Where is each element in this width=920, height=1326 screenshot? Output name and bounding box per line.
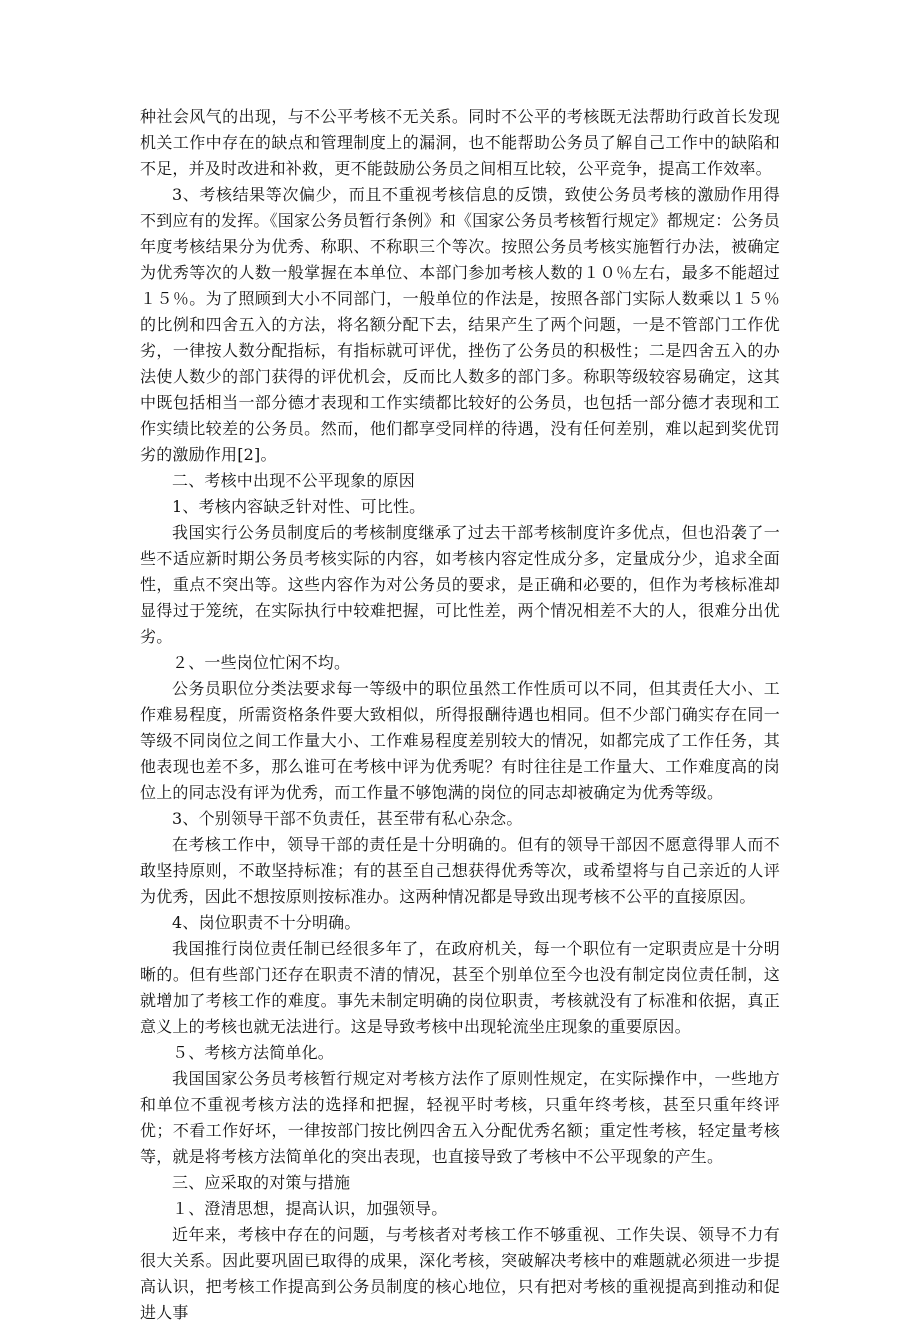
subheading-1: 1、考核内容缺乏针对性、可比性。 <box>172 497 426 516</box>
paragraph-recent-years: 近年来，考核中存在的问题，与考核者对考核工作不够重视、工作失误、领导不力有很大关系。因此要巩固已取得的成果，深化考核，突破解决考核中的难题就必须进一步提高认识，把考核工作提高到公务员制度的核心地位，只有把对考核的重视提高到推动和促进人事 <box>140 1225 780 1322</box>
section-heading-3: 三、应采取的对策与措施 <box>172 1173 351 1192</box>
subheading-3: 3、个别领导干部不负责任，甚至带有私心杂念。 <box>172 809 523 828</box>
subheading-5: ５、考核方法简单化。 <box>172 1043 335 1062</box>
subheading-countermeasure-1: １、澄清思想，提高认识，加强领导。 <box>172 1199 448 1218</box>
subheading-4: 4、岗位职责不十分明确。 <box>172 913 361 932</box>
paragraph-job-duties: 我国推行岗位责任制已经很多年了，在政府机关，每一个职位有一定职责应是十分明晰的。但有些部门还存在职责不清的情况，甚至个别单位至今也没有制定岗位责任制，这就增加了考核工作的难度。事先未制定明确的岗位职责，考核就没有了标准和依据，真正意义上的考核也就无法进行。这是导致考核中出现轮流坐庄现象的重要原因。 <box>140 939 780 1036</box>
section-heading-2: 二、考核中出现不公平现象的原因 <box>172 471 416 490</box>
paragraph-item-3: 3、考核结果等次偏少，而且不重视考核信息的反馈，致使公务员考核的激励作用得不到应有的发挥。《国家公务员暂行条例》和《国家公务员考核暂行规定》都规定：公务员年度考核结果分为优秀、称职、不称职三个等次。按照公务员考核实施暂行办法，被确定为优秀等次的人数一般掌握在本单位、本部门参加考核人数的１０％左右，最多不能超过１５％。为了照顾到大小不同部门，一般单位的作法是，按照各部门实际人数乘以１５％的比例和四舍五入的方法，将名额分配下去，结果产生了两个问题，一是不管部门工作优劣，一律按人数分配指标，有指标就可评优，挫伤了公务员的积极性；二是四舍五入的办法使人数少的部门获得的评优机会，反而比人数多的部门多。称职等级较容易确定，这其中既包括相当一部分德才表现和工作实绩都比较好的公务员，也包括一部分德才表现和工作实绩比较差的公务员。然而，他们都享受同样的待遇，没有任何差别，难以起到奖优罚劣的激励作用[2]。 <box>140 185 781 464</box>
paragraph-methods: 我国国家公务员考核暂行规定对考核方法作了原则性规定，在实际操作中，一些地方和单位不重视考核方法的选择和把握，轻视平时考核，只重年终考核，甚至只重年终评优；不看工作好坏，一律按部门按比例四舍五入分配优秀名额；重定性考核，轻定量考核等，就是将考核方法简单化的突出表现，也直接导致了考核中不公平现象的产生。 <box>140 1069 780 1166</box>
paragraph-continuation: 种社会风气的出现，与不公平考核不无关系。同时不公平的考核既无法帮助行政首长发现机关工作中存在的缺点和管理制度上的漏洞，也不能帮助公务员了解自己工作中的缺陷和不足，并及时改进和补救，更不能鼓励公务员之间相互比较，公平竞争，提高工作效率。 <box>140 107 780 178</box>
paragraph-leadership: 在考核工作中，领导干部的责任是十分明确的。但有的领导干部因不愿意得罪人而不敢坚持原则，不敢坚持标准；有的甚至自己想获得优秀等次，或希望将与自己亲近的人评为优秀，因此不想按原则按标准办。这两种情况都是导致出现考核不公平的直接原因。 <box>140 835 780 906</box>
paragraph-workload-uneven: 公务员职位分类法要求每一等级中的职位虽然工作性质可以不同，但其责任大小、工作难易程度，所需资格条件要大致相似，所得报酬待遇也相同。但不少部门确实存在同一等级不同岗位之间工作量大小、工作难易程度差别较大的情况，如都完成了工作任务，其他表现也差不多，那么谁可在考核中评为优秀呢？有时往往是工作量大、工作难度高的岗位上的同志没有评为优秀，而工作量不够饱满的岗位的同志却被确定为优秀等级。 <box>140 679 780 802</box>
subheading-2: ２、一些岗位忙闲不均。 <box>172 653 351 672</box>
paragraph-content-comparability: 我国实行公务员制度后的考核制度继承了过去干部考核制度许多优点，但也沿袭了一些不适应新时期公务员考核实际的内容，如考核内容定性成分多，定量成分少，追求全面性，重点不突出等。这些内容作为对公务员的要求，是正确和必要的，但作为考核标准却显得过于笼统，在实际执行中较难把握，可比性差，两个情况相差不大的人，很难分出优劣。 <box>140 523 780 646</box>
